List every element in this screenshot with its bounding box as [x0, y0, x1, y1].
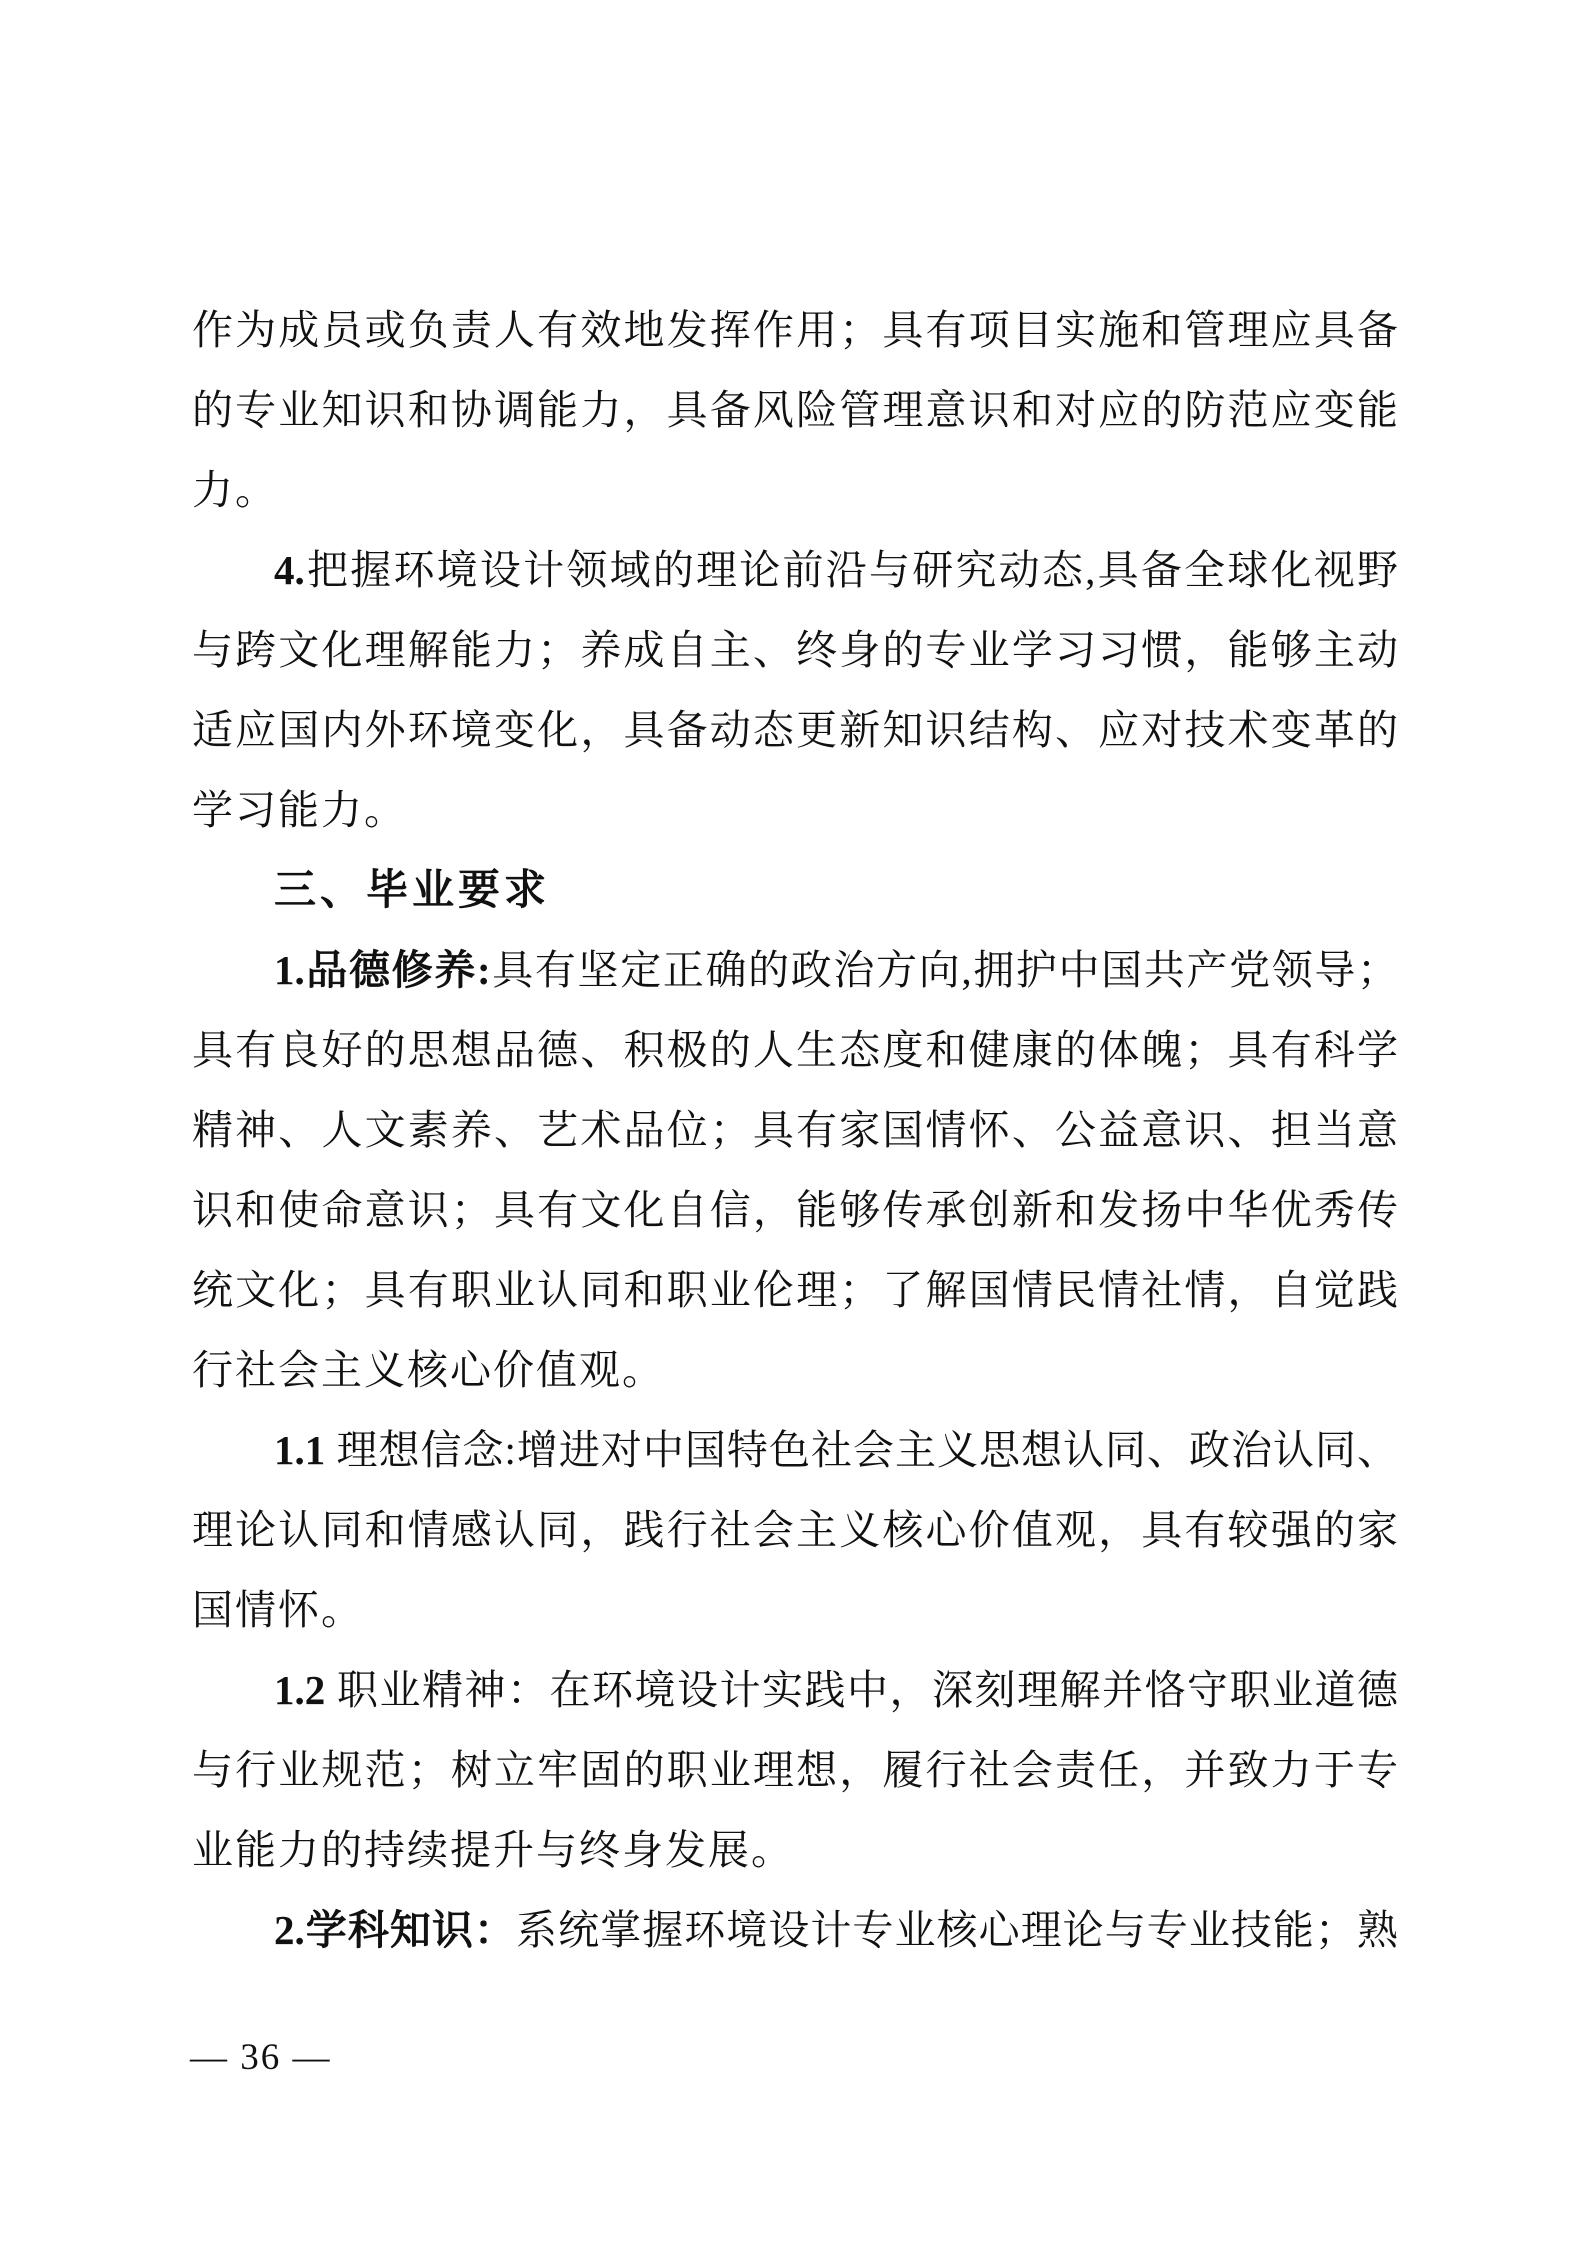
text-line-5	[192, 610, 1398, 690]
body-text: 具有良好的思想品德、积极的人生态度和健康的体魄；具有科学	[192, 1027, 1398, 1073]
body-text: 理想信念:增进对中国特色社会主义思想认同、政治认同、	[325, 1427, 1398, 1473]
body-text: 的专业知识和协调能力，具备风险管理意识和对应的防范应变能	[192, 387, 1398, 433]
body-text: 把握环境设计领域的理论前沿与研究动态,具备全球化视野	[304, 547, 1398, 593]
text-line-13	[192, 1250, 1398, 1330]
text-line-1	[192, 290, 1398, 370]
text-line-4	[192, 530, 1398, 610]
body-text: 作为成员或负责人有效地发挥作用；具有项目实施和管理应具备	[192, 307, 1398, 353]
item-label: 学科知识：	[304, 1907, 517, 1953]
section-heading: 三、毕业要求	[274, 866, 551, 913]
page-footer	[190, 2036, 332, 2080]
item-number: 4.	[274, 547, 305, 593]
body-text: 业能力的持续提升与终身发展。	[192, 1827, 794, 1873]
item-number: 1.	[274, 947, 305, 993]
body-text: 适应国内外环境变化，具备动态更新知识结构、应对技术变革的	[192, 707, 1398, 753]
text-line-15	[192, 1410, 1398, 1490]
body-text: 学习能力。	[192, 787, 407, 833]
text-line-6	[192, 690, 1398, 770]
body-text: 系统掌握环境设计专业核心理论与专业技能；熟	[516, 1907, 1399, 1953]
body-text: 与行业规范；树立牢固的职业理想，履行社会责任，并致力于专	[192, 1747, 1398, 1793]
body-text: 识和使命意识；具有文化自信，能够传承创新和发扬中华优秀传	[192, 1187, 1398, 1233]
body-text: 力。	[192, 467, 278, 513]
text-line-10	[192, 1010, 1398, 1090]
text-line-14	[192, 1330, 1398, 1410]
item-number: 1.1	[274, 1427, 326, 1473]
text-line-11	[192, 1090, 1398, 1170]
text-line-18	[192, 1650, 1398, 1730]
text-line-20	[192, 1810, 1398, 1890]
text-column	[192, 290, 1398, 1970]
text-line-12	[192, 1170, 1398, 1250]
body-text: 国情怀。	[192, 1587, 364, 1633]
page-number: — 36 —	[190, 2037, 332, 2078]
body-text: 理论认同和情感认同，践行社会主义核心价值观，具有较强的家	[192, 1507, 1398, 1553]
body-text: 职业精神：在环境设计实践中，深刻理解并恪守职业道德	[325, 1667, 1398, 1713]
text-line-8	[192, 850, 1398, 930]
body-text: 统文化；具有职业认同和职业伦理；了解国情民情社情，自觉践	[192, 1267, 1398, 1313]
body-text: 精神、人文素养、艺术品位；具有家国情怀、公益意识、担当意	[192, 1107, 1398, 1153]
item-number: 2.	[274, 1907, 305, 1953]
text-line-17	[192, 1570, 1398, 1650]
text-line-2	[192, 370, 1398, 450]
text-line-19	[192, 1730, 1398, 1810]
body-text: 与跨文化理解能力；养成自主、终身的专业学习习惯，能够主动	[192, 627, 1398, 673]
text-line-16	[192, 1490, 1398, 1570]
item-label: 品德修养:	[304, 947, 491, 993]
item-number: 1.2	[274, 1667, 326, 1713]
text-line-7	[192, 770, 1398, 850]
body-text: 具有坚定正确的政治方向,拥护中国共产党领导；	[490, 947, 1399, 993]
body-text: 行社会主义核心价值观。	[192, 1347, 665, 1393]
text-line-9	[192, 930, 1398, 1010]
text-line-3	[192, 450, 1398, 530]
text-line-21	[192, 1890, 1398, 1970]
